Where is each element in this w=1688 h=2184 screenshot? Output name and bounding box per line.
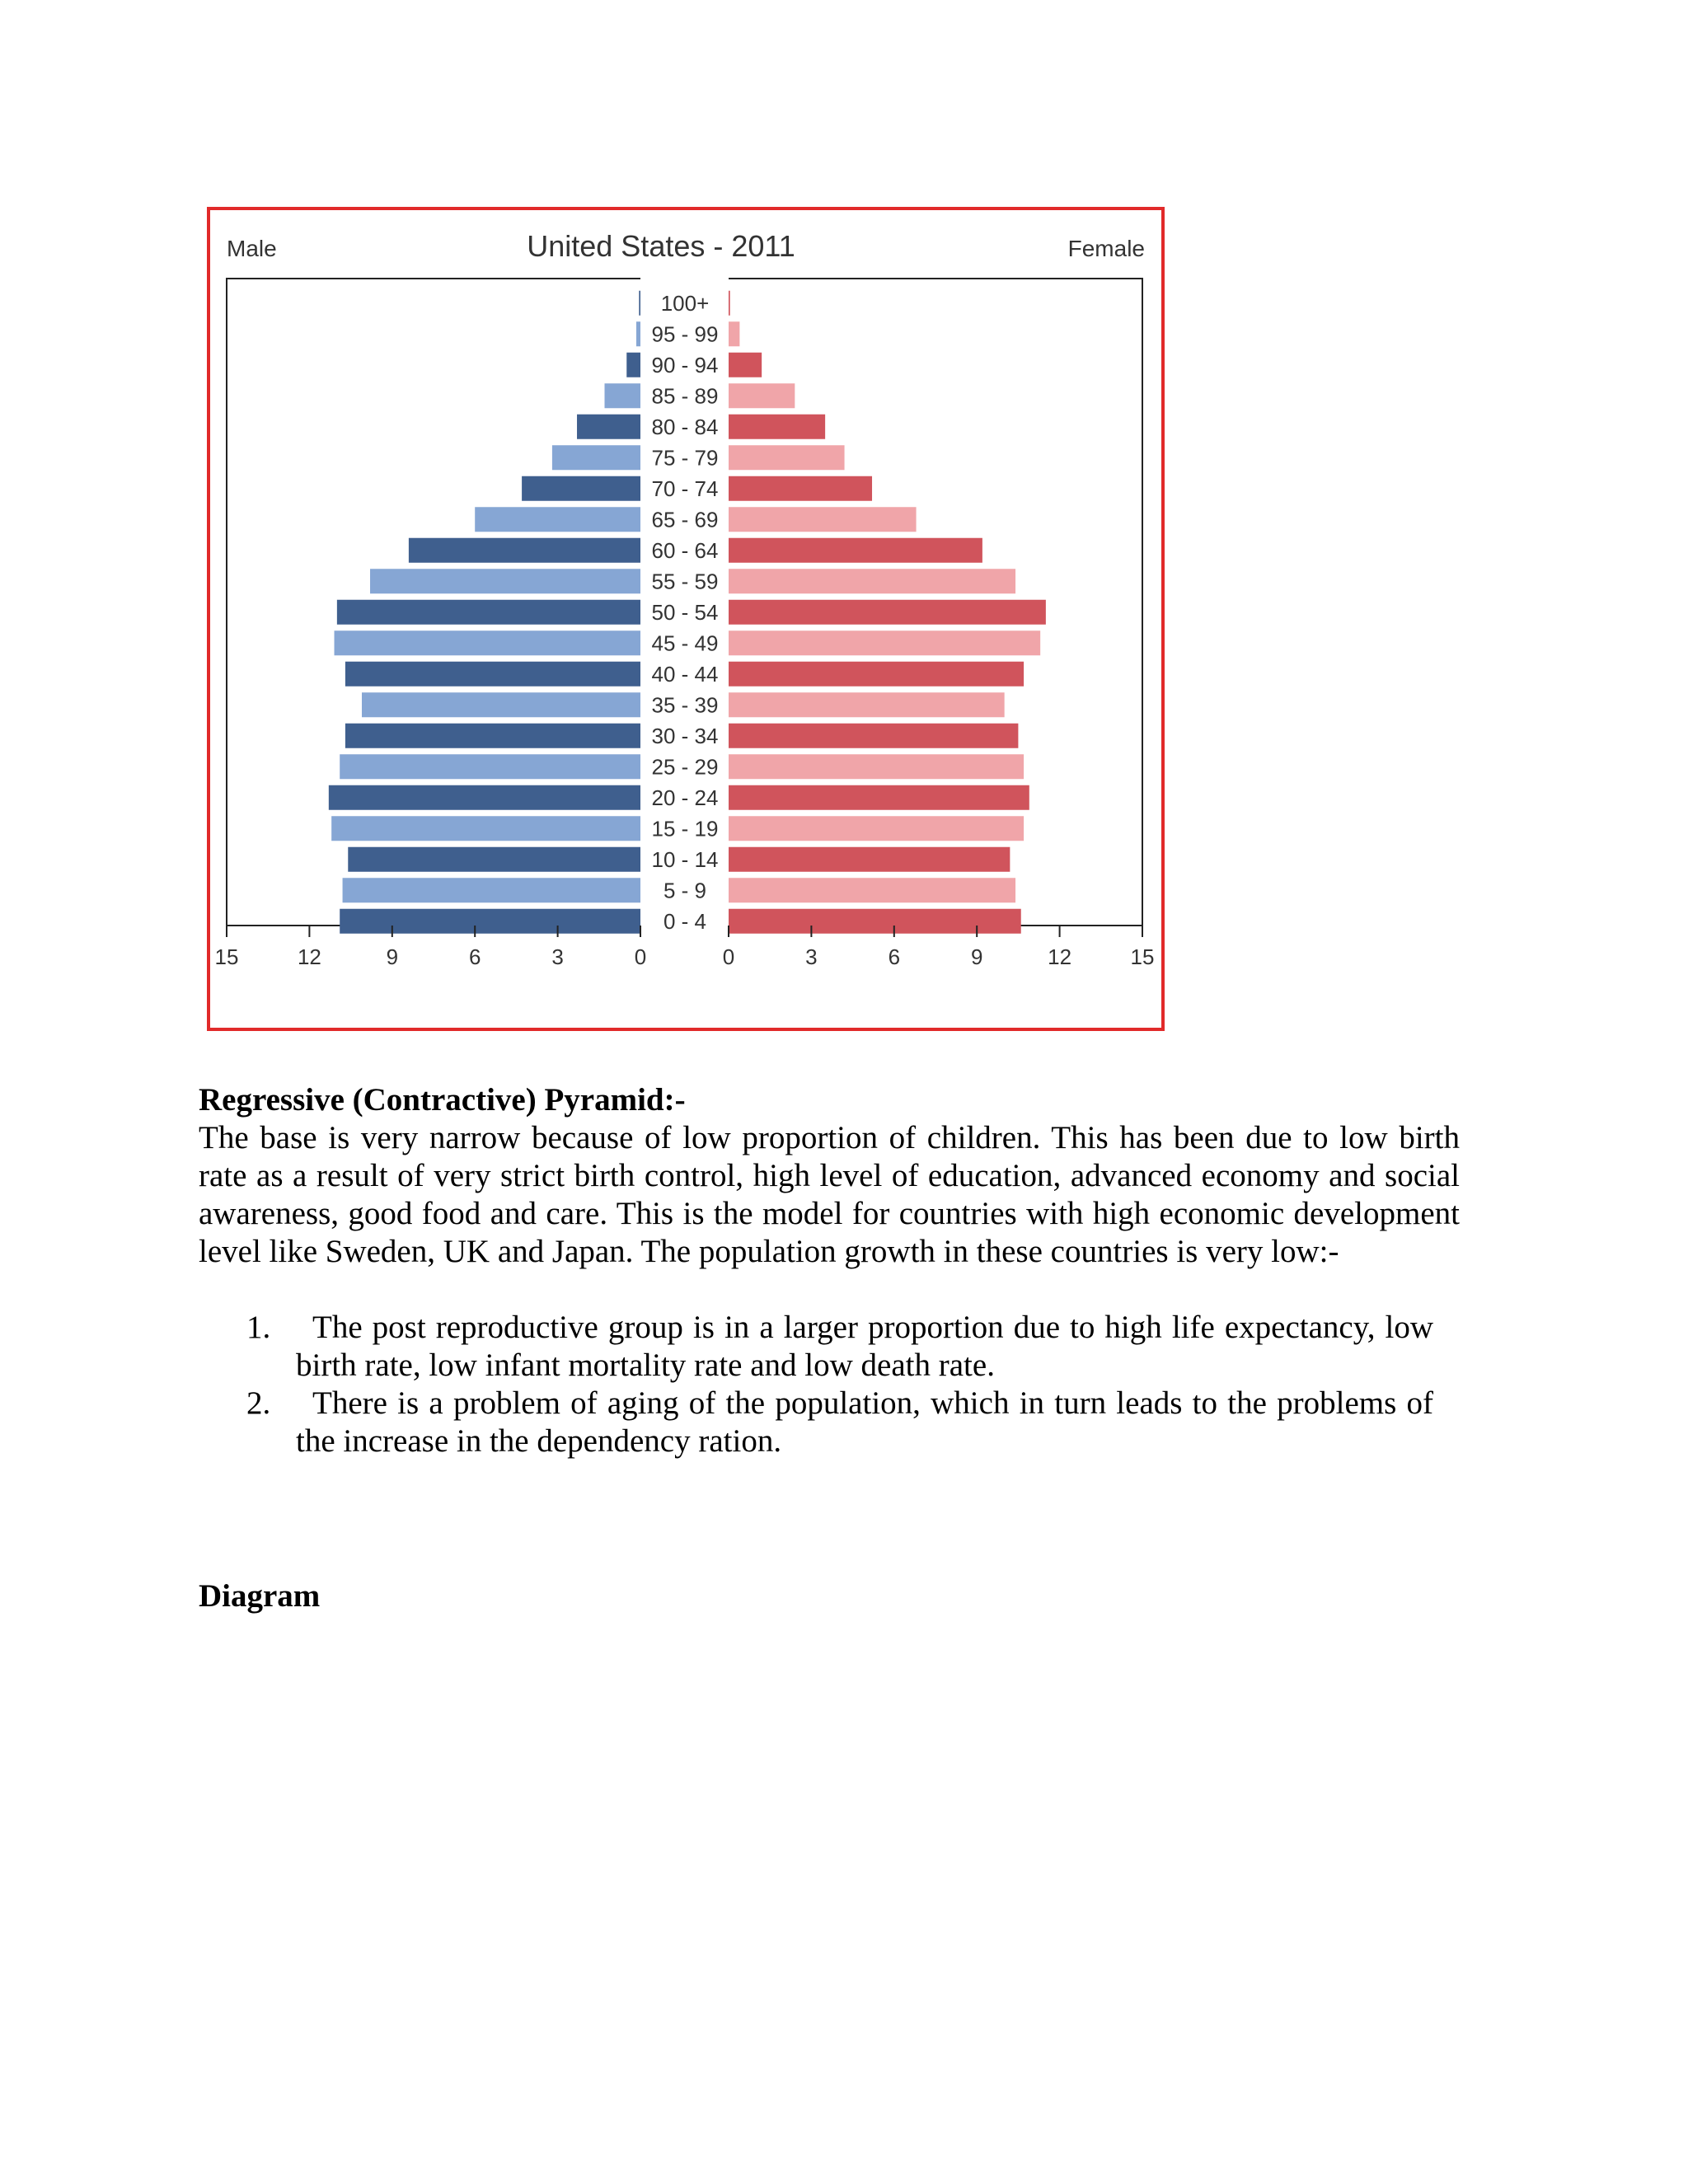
age-labels-layer bbox=[652, 291, 719, 934]
age-group-label: 10 - 14 bbox=[651, 846, 719, 872]
x-tick-label: 0 bbox=[722, 944, 735, 969]
age-group-label: 65 - 69 bbox=[651, 507, 719, 532]
male-bar bbox=[475, 507, 640, 532]
x-tick-label: 9 bbox=[386, 944, 399, 969]
age-group-label: 90 - 94 bbox=[651, 352, 719, 377]
male-bar bbox=[329, 785, 640, 810]
age-group-label: 0 - 4 bbox=[663, 908, 707, 934]
age-group-label: 50 - 54 bbox=[651, 599, 719, 625]
x-tick-label: 3 bbox=[551, 944, 564, 969]
chart-title: United States - 2011 bbox=[527, 229, 795, 263]
x-tick-label: 12 bbox=[297, 944, 321, 969]
population-pyramid-figure bbox=[207, 207, 1165, 1031]
section-heading: Regressive (Contractive) Pyramid:- bbox=[199, 1082, 686, 1118]
female-bar bbox=[729, 445, 845, 470]
female-panel-label: Female bbox=[1067, 236, 1145, 261]
male-bar bbox=[626, 353, 640, 377]
male-bar bbox=[552, 445, 640, 470]
female-bar bbox=[729, 353, 762, 377]
female-bar bbox=[729, 692, 1005, 717]
x-tick-label: 0 bbox=[634, 944, 647, 969]
male-bar bbox=[604, 383, 640, 408]
female-bar bbox=[729, 630, 1040, 655]
female-bar bbox=[729, 724, 1018, 748]
x-tick-label: 15 bbox=[1130, 944, 1155, 969]
x-tick-label: 15 bbox=[214, 944, 239, 969]
x-tick-label: 3 bbox=[805, 944, 818, 969]
list-number: 1. bbox=[246, 1310, 271, 1345]
male-bar bbox=[409, 538, 640, 563]
male-bar bbox=[636, 321, 640, 346]
male-bar bbox=[362, 692, 640, 717]
female-bar bbox=[729, 816, 1024, 841]
age-group-label: 80 - 84 bbox=[651, 414, 719, 439]
male-bar bbox=[343, 878, 640, 902]
x-tick-label: 12 bbox=[1048, 944, 1072, 969]
male-bar bbox=[522, 476, 640, 501]
male-bar bbox=[639, 291, 640, 316]
female-bar bbox=[729, 754, 1024, 779]
male-bar bbox=[345, 724, 640, 748]
age-group-label: 60 - 64 bbox=[651, 537, 719, 563]
age-group-label: 35 - 39 bbox=[651, 692, 719, 718]
male-bar bbox=[345, 662, 640, 687]
x-tick-label: 6 bbox=[888, 944, 901, 969]
female-bar bbox=[729, 785, 1029, 810]
male-panel-label: Male bbox=[227, 236, 277, 261]
female-bar bbox=[729, 415, 825, 439]
diagram-heading: Diagram bbox=[199, 1578, 321, 1614]
age-group-label: 20 - 24 bbox=[651, 785, 719, 810]
age-group-label: 95 - 99 bbox=[651, 321, 719, 347]
age-group-label: 55 - 59 bbox=[651, 569, 719, 594]
male-bar bbox=[340, 754, 640, 779]
list-number: 2. bbox=[246, 1385, 271, 1421]
male-bar bbox=[331, 816, 640, 841]
age-group-label: 15 - 19 bbox=[651, 816, 719, 841]
female-bar bbox=[729, 321, 739, 346]
age-group-label: 45 - 49 bbox=[651, 630, 719, 656]
female-bar bbox=[729, 878, 1015, 902]
male-bar bbox=[335, 630, 640, 655]
age-group-label: 30 - 34 bbox=[651, 723, 719, 748]
male-bar bbox=[340, 909, 640, 934]
x-tick-label: 6 bbox=[468, 944, 481, 969]
male-bar bbox=[370, 569, 640, 593]
female-bar bbox=[729, 476, 872, 501]
list-text: There is a problem of aging of the population, which in turn leads to the problems of the increase in the dependency ration. bbox=[296, 1385, 1433, 1459]
age-group-label: 25 - 29 bbox=[651, 754, 719, 780]
female-bar bbox=[729, 383, 795, 408]
male-bar bbox=[348, 847, 640, 872]
female-bar bbox=[729, 600, 1046, 625]
male-bar bbox=[337, 600, 640, 625]
x-tick-label: 9 bbox=[970, 944, 983, 969]
female-bar bbox=[729, 847, 1010, 872]
female-bar bbox=[729, 569, 1015, 593]
female-bar bbox=[729, 538, 982, 563]
age-group-label: 70 - 74 bbox=[651, 476, 719, 501]
female-bar bbox=[729, 507, 917, 532]
age-group-label: 100+ bbox=[660, 290, 710, 316]
age-group-label: 85 - 89 bbox=[651, 383, 719, 409]
body-paragraph: The base is very narrow because of low proportion of children. This has been due to low birth rate as a result of very strict birth control, high level of education, advanced economy and social awareness, good food and care. This is the model for countries with high economic development level like Sweden, UK and Japan. The population growth in these countries is very low:- bbox=[199, 1120, 1460, 1269]
age-group-label: 5 - 9 bbox=[663, 878, 707, 903]
male-bar bbox=[577, 415, 640, 439]
age-group-label: 40 - 44 bbox=[651, 661, 719, 687]
age-group-label: 75 - 79 bbox=[651, 445, 719, 471]
female-bar bbox=[729, 291, 730, 316]
female-bar bbox=[729, 662, 1024, 687]
list-text: The post reproductive group is in a larger proportion due to high life expectancy, low birth rate, low infant mortality rate and low death rate. bbox=[296, 1310, 1433, 1383]
population-pyramid-chart bbox=[210, 210, 1161, 1028]
